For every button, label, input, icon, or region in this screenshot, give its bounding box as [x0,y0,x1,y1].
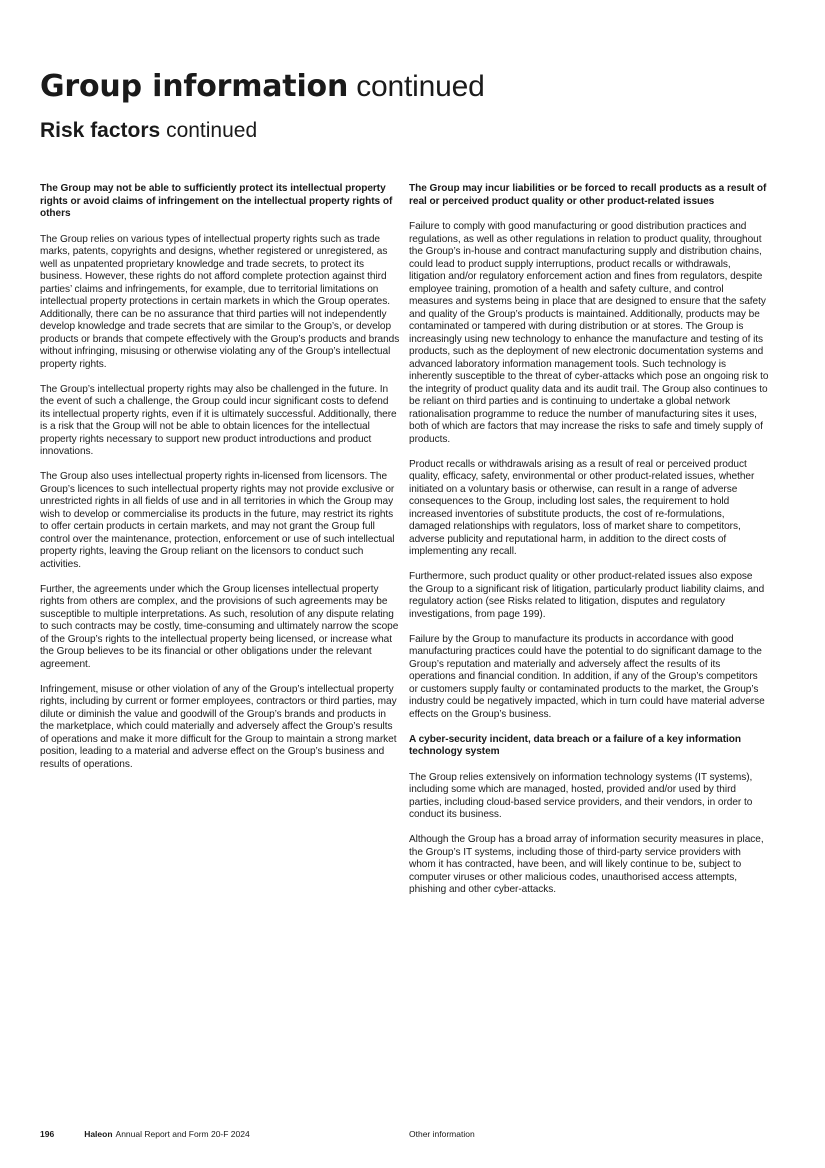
body-paragraph: Failure by the Group to manufacture its products in accordance with good manufacturing practices could have the potential to do significant damage to the Group’s reputation and materially and adversely affect the results of its operations and financial condition. In addition, if any of the Group’s competitors or customers supply faulty or contaminated products to the market, the Group’s industry could be negatively impacted, which in turn could have material adverse effects on the Group’s business. [409,633,765,720]
body-paragraph: Infringement, misuse or other violation of any of the Group’s intellectual property rights, including by current or former employees, contractors or third parties, may dilute or diminish the value and goodwill of the Group’s brands and products in the marketplace, which could materially and adversely affect the Group’s results of operations and make it more difficult for the Group to maintain a strong market position, leading to a material and adverse effect on the Group’s business and results of operations. [40,683,397,770]
body-paragraph: The Group relies on various types of intellectual property rights such as trade marks, patents, copyrights and designs, whether registered or unregistered, as well as unpatented proprietary knowledge and trade secrets, to protect its business. However, these rights do not afford complete protection against third parties’ claims and infringements, for example, due to territorial limitations on intellectual property protections in certain markets in which the Group operates. Additionally, there can be no assurance that third parties will not independently develop knowledge and trade secrets that are similar to the Group’s, or develop products or brands that compete effectively with the Group’s products and brands without infringing, misusing or otherwise violating any of the Group’s intellectual property rights. [40,233,400,370]
footer-left [40,1129,250,1140]
body-paragraph: The Group relies extensively on information technology systems (IT systems), including some which are managed, hosted, provided and/or used by third parties, including cloud-based service providers, and their vendors, in order to conduct its business. [409,771,753,820]
page-title-bold: Group information [40,69,349,104]
section-heading: A cyber-security incident, data breach or a failure of a key information technology system [409,733,742,757]
page-title-continued: continued [356,70,485,103]
footer-section: Other information [409,1129,475,1139]
brand-name: Haleon [84,1129,113,1139]
section-subtitle-bold: Risk factors [40,119,161,142]
body-paragraph: Although the Group has a broad array of information security measures in place, the Group’s IT systems, including those of third-party service providers with whom it has contracted, have been, and will likely continue to be, subject to computer viruses or other malicious codes, unauthorised access attempts, phishing and other cyber-attacks. [409,834,764,895]
page-title [40,68,485,106]
body-paragraph: The Group also uses intellectual property rights in-licensed from licensors. The Group’s licences to such intellectual property rights may not provide exclusive or unrestricted rights in all fields of use and in all territories in which the Group may wish to develop or commercialise its products in the future, may restrict its rights to offer certain products in certain markets, and may not grant the Group full control over the maintenance, protection, enforcement or use of such intellectual property rights, leaving the Group reliant on the licensors to conduct such activities. [40,471,395,570]
body-paragraph: The Group’s intellectual property rights may also be challenged in the future. In the event of such a challenge, the Group could incur significant costs to defend its intellectual property rights, even if it is ultimately successful. Additionally, there is a risk that the Group will not be able to obtain licences for the intellectual property rights necessary to support new product introductions and product innovations. [40,383,397,457]
section-subtitle-continued: continued [166,119,258,142]
section-heading: The Group may incur liabilities or be forced to recall products as a result of real or perceived product quality or other product-related issues [409,183,767,207]
section-heading: The Group may not be able to sufficiently protect its intellectual property rights or avoid claims of infringement on the intellectual property rights of others [40,183,393,219]
right-column [409,183,769,909]
page-number: 196 [40,1129,55,1139]
section-subtitle [40,117,257,145]
body-paragraph: Product recalls or withdrawals arising as a result of real or perceived product quality, efficacy, safety, environmental or other product-related issues, whether initiated on a voluntary basis or otherwise, can result in a range of adverse consequences to the Group, including lost sales, the requirement to hold increased inventories of substitute products, the cost of re-formulations, damaged relationships with regulators, loss of market share to competitors, adverse publicity and reputational harm, in addition to the direct costs of implementing any recall. [409,458,755,557]
body-paragraph: Furthermore, such product quality or other product-related issues also expose the Group to a significant risk of litigation, particularly product liability claims, and regulatory action (see Risks related to litigation, disputes and regulatory investigations, from page 199). [409,571,765,620]
body-paragraph: Failure to comply with good manufacturing or good distribution practices and regulations, as well as other regulations in relation to product quality, throughout the Group’s in-house and contract manufacturing supply and distribution chains, could lead to product supply interruptions, product recalls or withdrawals, litigation and/or regulatory enforcement action and fines from regulators, despite employee training, promotion of a health and safety culture, and control measures and systems being in place that are designed to ensure that the safety and quality of the Group’s products is maintained. Additionally, products may be contaminated or tampered with during distribution or at stores. The Group is increasingly using new technology to enhance the manufacture and testing of its products, such as the deployment of new electronic documentation systems and advanced laboratory information management tools. Such technology is inherently susceptible to the threat of cyber-attacks which pose an ongoing risk to the integrity of product quality data and its audit trail. The Group also continues to be reliant on third parties and is continuing to undertake a global network rationalisation programme to reduce the number of manufacturing sites it uses, both of which are factors that may increase the risks to safe and timely supply of products. [409,221,769,445]
report-title: Annual Report and Form 20-F 2024 [115,1129,250,1139]
left-column [40,183,400,784]
body-paragraph: Further, the agreements under which the Group licenses intellectual property rights from others are complex, and the provisions of such agreements may be susceptible to multiple interpretations. As such, resolution of any dispute relating to such contracts may be costly, time-consuming and ultimately narrow the scope of the Group’s rights to the intellectual property being licensed, or increase what the Group believes to be its financial or other obligations under the relevant agreement. [40,583,399,670]
